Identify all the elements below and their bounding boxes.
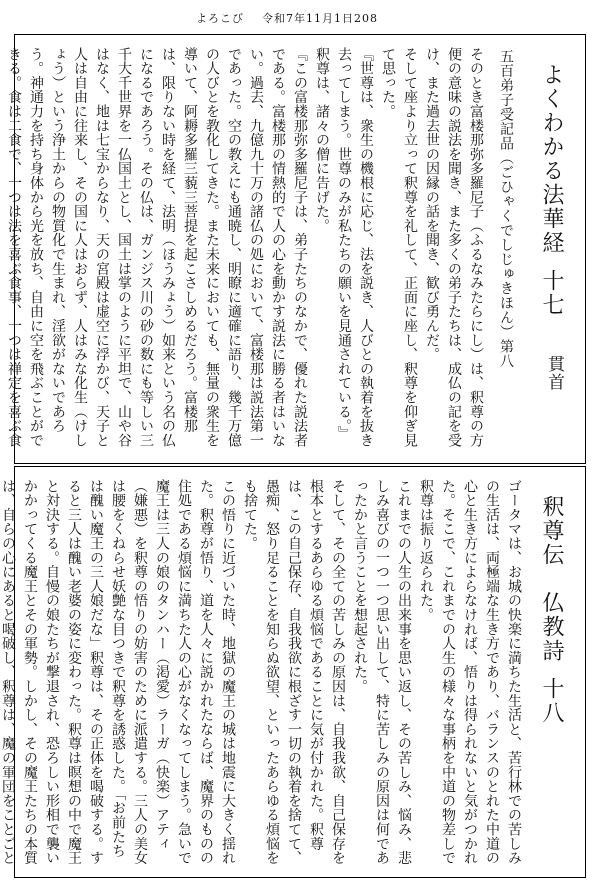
bottom-article	[0, 466, 586, 878]
title-text: 釈尊伝 仏教詩	[539, 495, 564, 663]
title-number: 十七	[539, 269, 564, 317]
article-title	[540, 63, 562, 317]
chapter-heading: 五百弟子受記品（ごひゃくでしじゅきほん）第八	[498, 49, 514, 368]
title-number: 十八	[539, 677, 564, 725]
article-body: そのとき富楼那弥多羅尼子（ふるなみたらにし）は、釈尊の方便の意味の説法を聞き、また多くの弟子たちは、成仏の記を受け、また過去世の因縁の話を聞き、歓び勇んだ。 そして座より立って釈尊を礼して、正面に座し、釈尊を仰ぎ見て思った。 『世尊は、衆生の機根に応じ、法を説き、人びとの執着を抜き去ってしまう。世尊のみが私たちの願いを見通されている。』 釈尊は、諸々の僧に告げた。 『この富楼那弥多羅尼子は、弟子たちのなかで、優れた説法者である。富楼那の情熱的で人の心を動かす説法に勝る者はいない。過去、九億九十万の諸仏の処において、富楼那は説法第一であった。空の教えにも通暁し、明瞭に適確に語り、幾千万億の人びとを教化してきた。また未来においても、無量の衆生を導いて、阿耨多羅三藐三菩提を起こさしめるだろう。富楼那は、限りない時を経て、法明（ほうみょう）如来という名の仏になるであろう。その仏は、ガンジス川の砂の数にも等しい三千大千世界を一仏国土とし、国土は掌のように平坦で、山や谷はなく、地は七宝からなり、天の宮殿は虚空に浮かび、天子と人は自由に往来し、その国に人はおらず、人はみな化生（けしょう）という浄土からの物質化で生まれ、淫欲がないであろう。神通力を持ち身体から光を放ち、自由に空を飛ぶことができる。食は二食で、一つは法を喜ぶ食事、一つは禅定を喜ぶ食	[6, 47, 484, 448]
article-title	[540, 495, 562, 725]
publication-name: よろこび	[196, 12, 244, 25]
page-header	[0, 0, 600, 36]
title-text: よくわかる法華経	[539, 63, 564, 255]
author-label: 貫首	[544, 355, 564, 391]
issue-date: 令和7年11月1日208	[262, 12, 378, 25]
article-body: ゴータマは、お城の快楽に満ちた生活と、苦行林での苦しみの生活は、両極端な生き方であり、バランスのとれた中道の心と生き方によらなければ、悟りは得られないと気がつかれた。そこで、これまでの人生の様々な事柄を中道の物差しで釈尊は振り返られた。 これまでの人生の出来事を思い返し、その苦しみ、悩み、悲しみ喜びの一つ一つ思い出して、特に苦しみの原因は何であったかと言うことを想起された。 そして、その全ての苦しみの原因は、自我我欲、自己保存を根本とするあらゆる煩悩であることに気が付かれた。釈尊は、この自己保存、自我我欲に根ざす一切の執着を捨てて、愚痴、怒り足ることを知らぬ欲望、といったあらゆる煩悩をも捨てた。 この悟りに近づいた時、地獄の魔王の城は地震に大きく揺れた。釈尊が悟り、道を人々に説かれたならば、魔界のものの住処である煩悩に満ちた人の心がなくなってしまう。急いで魔王は三人の娘のタンハー（渇愛）ラーガ（快楽）アティ（嫌悪）を釈尊の悟りの妨害のために派遣する。三人の美女は腰をくねらせ妖艶な目つきで釈尊を誘惑した。「お前たちは醜い魔王の三人娘だな」釈尊は、その正体を喝破する。すると三人は醜い老婆の姿に変わった。釈尊は瞑想の中で魔王と対決する。自慢の娘たちが撃退され、恐ろしい形相で襲いかかってくる魔王とその軍勢。しかし、その魔王たちの本質は、自らの心にあると喝破し、釈尊は、魔の軍団をことごと	[0, 479, 522, 866]
top-article	[6, 34, 586, 464]
